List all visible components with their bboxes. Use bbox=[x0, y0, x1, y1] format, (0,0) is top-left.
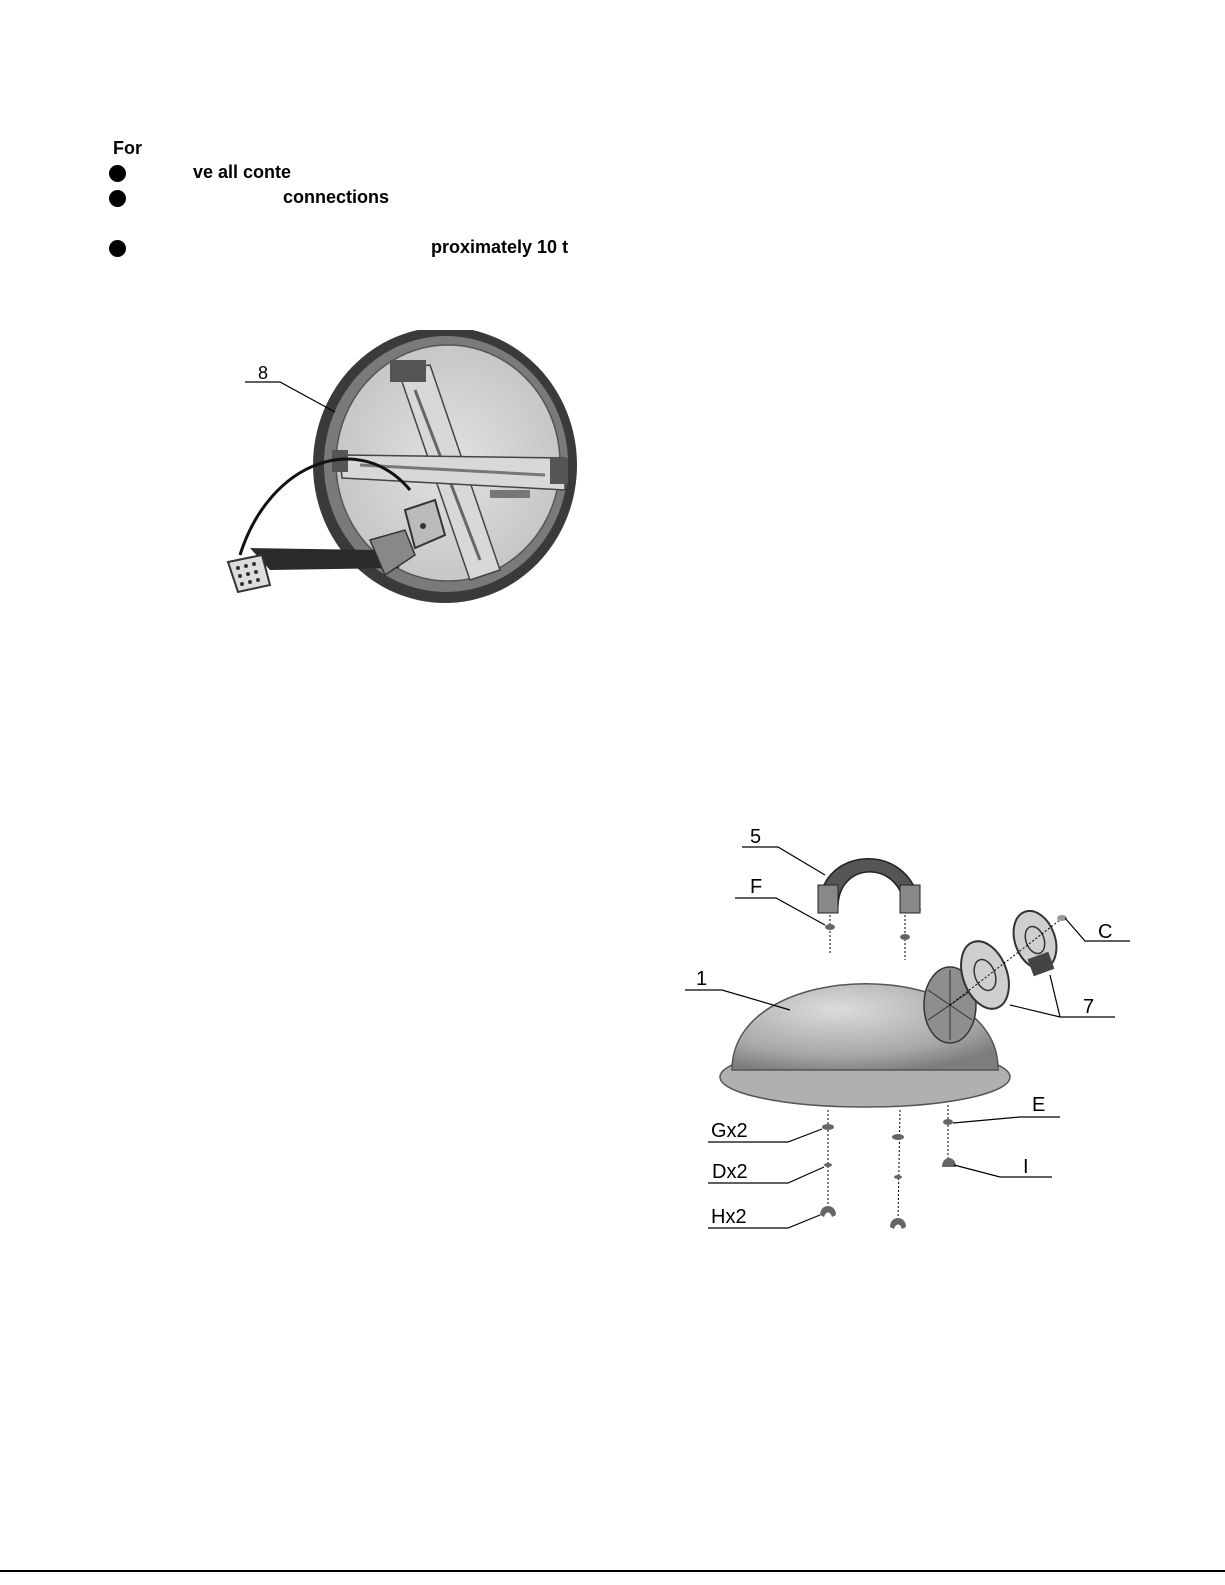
callout-line-8 bbox=[245, 382, 335, 412]
bullet-text-2: connections bbox=[283, 187, 390, 207]
callout-label-1: 1 bbox=[696, 968, 708, 990]
callout-label-Hx2: Hx2 bbox=[711, 1206, 747, 1228]
callout-label-F: F bbox=[750, 876, 763, 898]
callout-line-7b bbox=[1050, 975, 1060, 1017]
callout-line-5 bbox=[742, 847, 825, 875]
callout-label-5: 5 bbox=[750, 826, 762, 848]
callout-label-E: E bbox=[1032, 1094, 1046, 1116]
callout-label-7: 7 bbox=[1083, 996, 1095, 1018]
bullet-text-1: ve all conte bbox=[193, 162, 292, 182]
callout-label-8: 8 bbox=[258, 363, 269, 383]
bullet-dot-3 bbox=[109, 240, 126, 257]
callout-label-Gx2: Gx2 bbox=[711, 1120, 748, 1142]
callout-label-Dx2: Dx2 bbox=[712, 1161, 748, 1183]
bowl-assembly-figure bbox=[210, 330, 600, 620]
callout-line-7a bbox=[1010, 1005, 1115, 1017]
bullet-text-3: proximately 10 t bbox=[431, 237, 569, 257]
bullet-dot-1 bbox=[109, 165, 126, 182]
callout-line-F bbox=[735, 898, 825, 925]
callout-line-I bbox=[954, 1165, 1052, 1177]
heading-text: For bbox=[113, 138, 142, 158]
lid-assembly-figure bbox=[680, 815, 1150, 1255]
callout-label-I: I bbox=[1023, 1156, 1029, 1178]
callout-line-E bbox=[953, 1117, 1060, 1123]
callout-label-C: C bbox=[1098, 921, 1113, 943]
footer-rule bbox=[0, 1570, 1225, 1572]
bullet-dot-2 bbox=[109, 190, 126, 207]
